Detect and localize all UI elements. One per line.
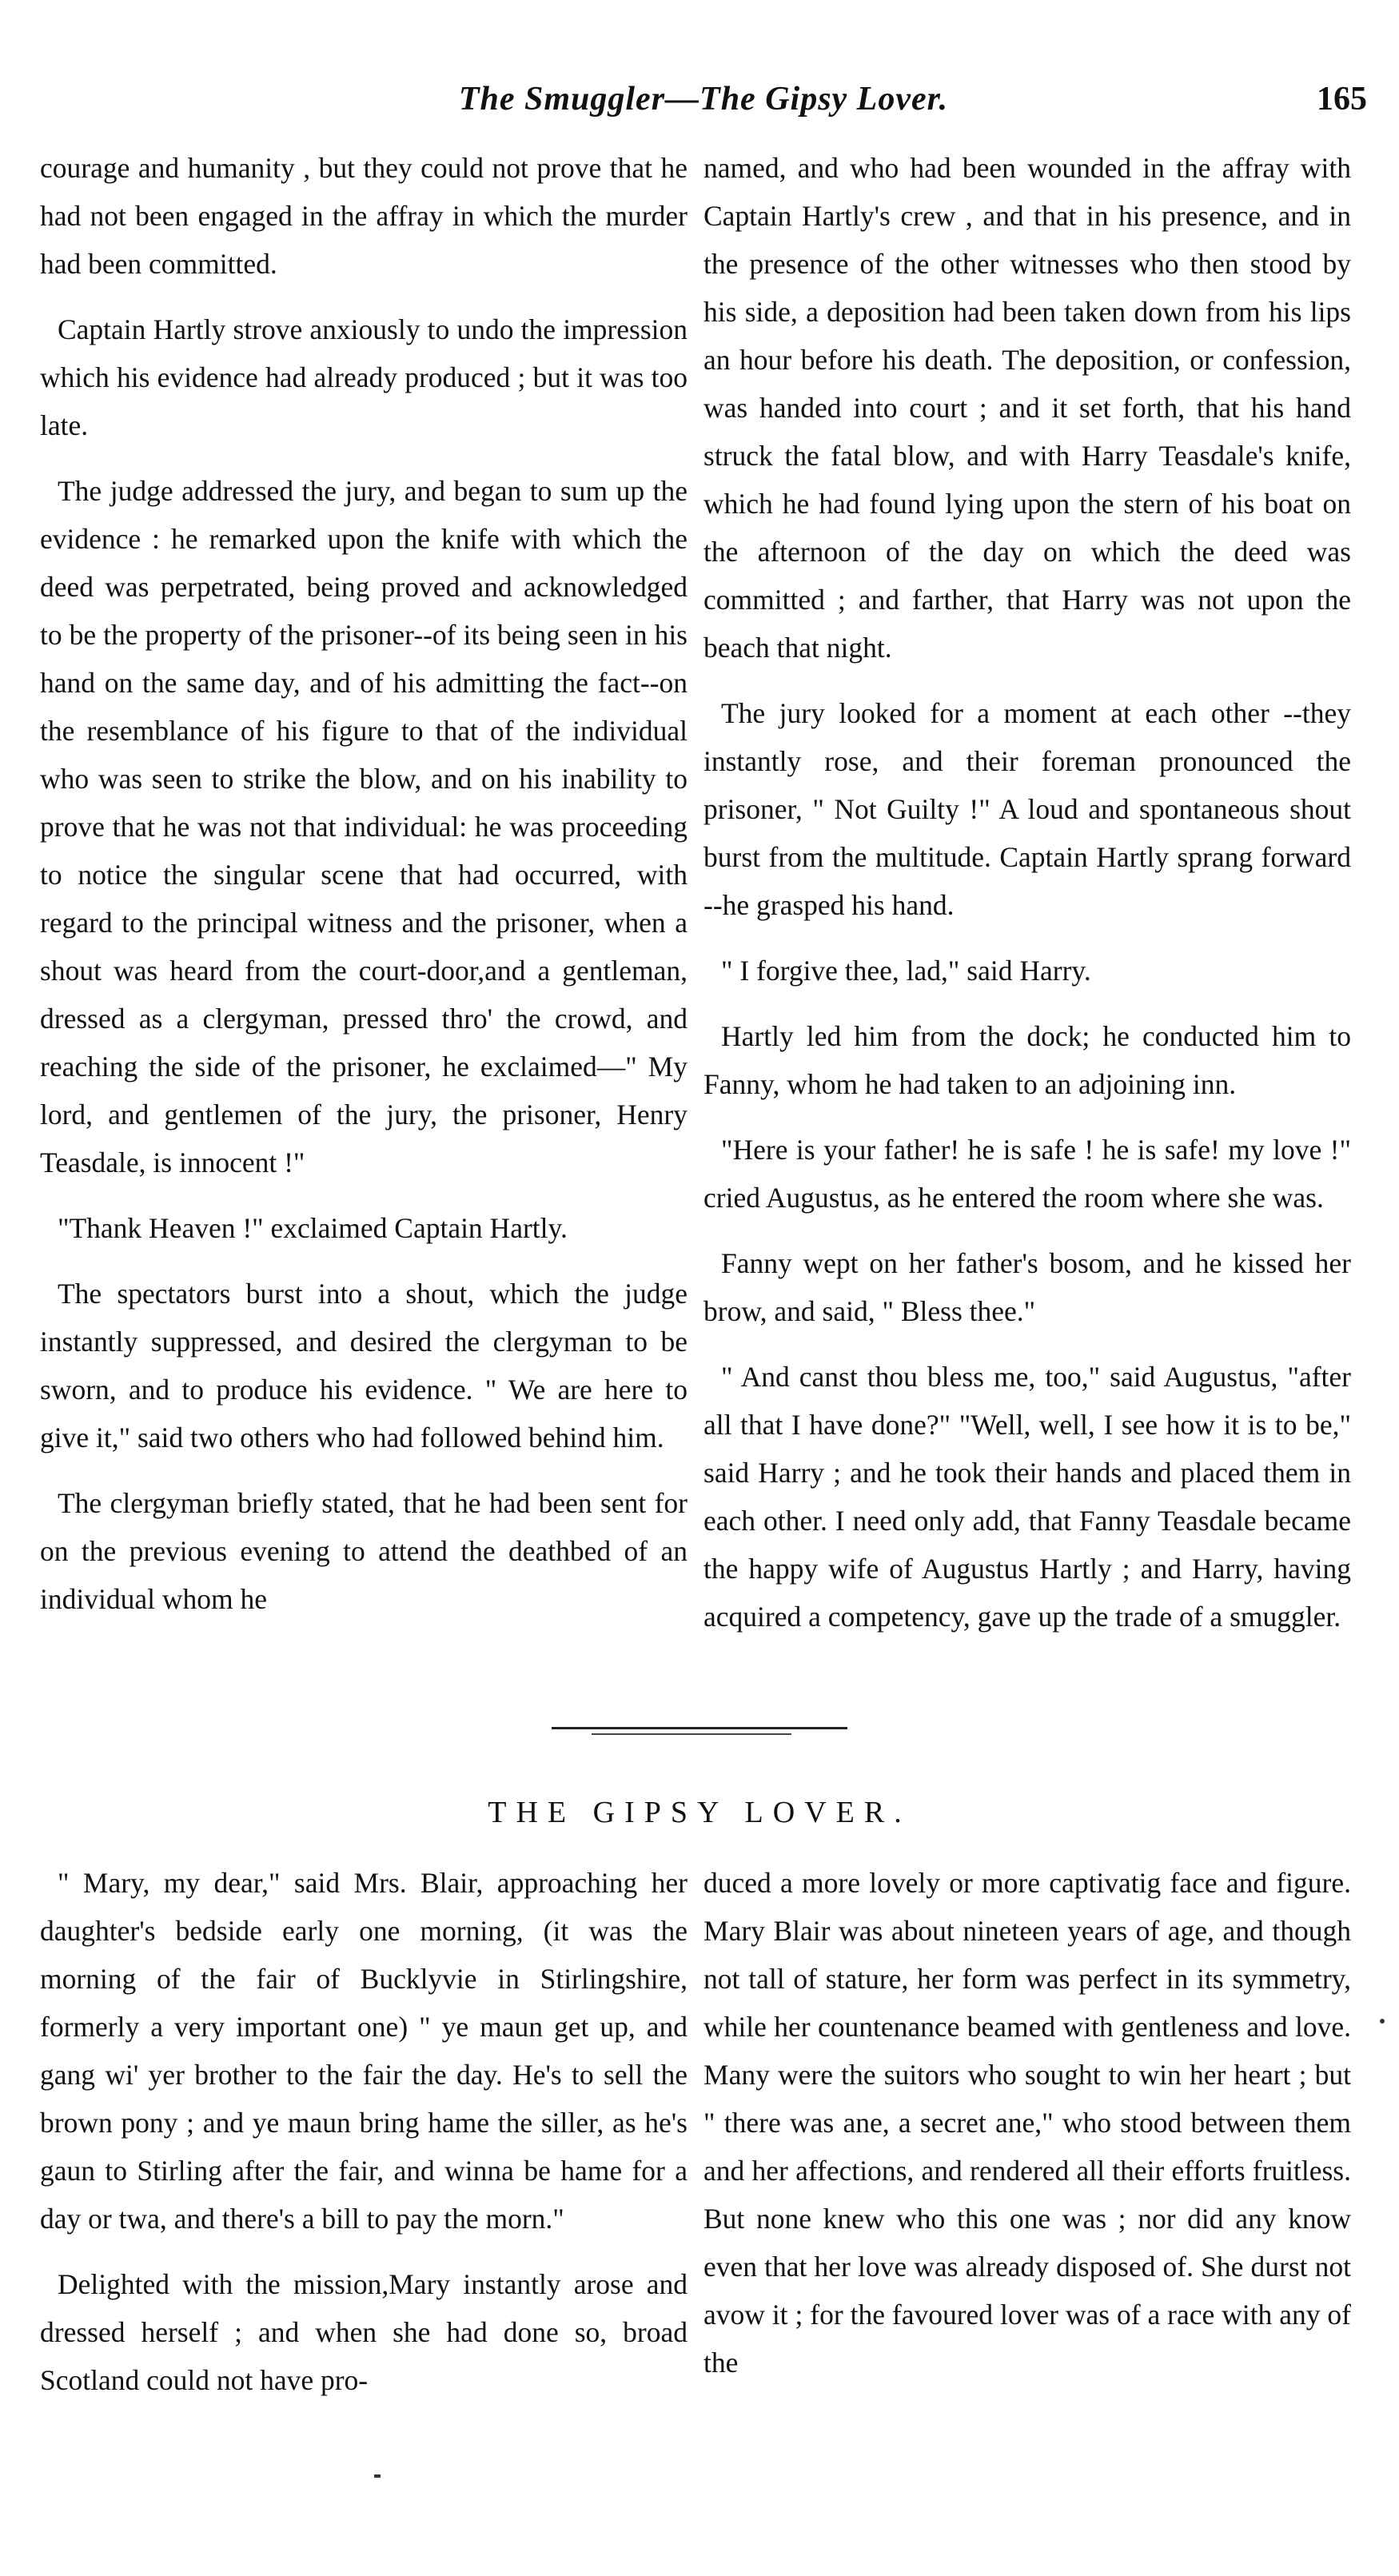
section-divider-secondary <box>592 1733 791 1735</box>
paragraph: Hartly led him from the dock; he conducted him to Fanny, whom he had taken to an adjoining inn. <box>703 1020 1351 1100</box>
paragraph: "Thank Heaven !" exclaimed Captain Hartly. <box>58 1212 568 1244</box>
paragraph: Captain Hartly strove anxiously to undo the impression which his evidence had already produced ; but it was too late. <box>40 313 688 441</box>
gipsy-left-column <box>40 1859 688 2422</box>
story-title: THE GIPSY LOVER. <box>488 1796 911 1829</box>
paragraph: "Here is your father! he is safe ! he is safe! my love !" cried Augustus, as he entered the room where she was. <box>703 1134 1351 1214</box>
paragraph: The jury looked for a moment at each other --they instantly rose, and their foreman pronounced the prisoner, " Not Guilty !" A loud and spontaneous shout burst from the multitude. Captain Hartly sprang forward --he grasped his hand. <box>703 697 1351 921</box>
paragraph: duced a more lovely or more captivatig face and figure. Mary Blair was about nineteen years of age, and though not tall of stature, her form was perfect in its symmetry, while her countenance beamed with gentleness and love. Many were the suitors who sought to win her heart ; but " there was ane, a secret ane," who stood between them and her affections, and rendered all their efforts fruitless. But none knew who this one was ; nor did any know even that her love was already disposed of. She durst not avow it ; for the favoured lover was of a race with any of the <box>703 1867 1351 2379</box>
paragraph: courage and humanity , but they could not prove that he had not been engaged in the affray in which the murder had been committed. <box>40 152 688 280</box>
paragraph: The spectators burst into a shout, which the judge instantly suppressed, and desired the clergyman to be sworn, and to produce his evidence. " We are here to give it," said two others who had followed behind him. <box>40 1278 688 1453</box>
smuggler-left-column <box>40 144 688 1641</box>
paragraph: " Mary, my dear," said Mrs. Blair, approaching her daughter's bedside early one morning, (it was the morning of the fair of Bucklyvie in Stirlingshire, formerly a very important one) " ye maun get up, and gang wi' yer brother to the fair the day. He's to sell the brown pony ; and ye maun bring hame the siller, as he's gaun to Stirling after the fair, and winna be hame for a day or twa, and there's a bill to pay the morn." <box>40 1867 688 2235</box>
running-title: The Smuggler—The Gipsy Lover. <box>458 81 949 118</box>
ink-mark <box>374 2474 381 2478</box>
smuggler-right-column <box>703 144 1351 1658</box>
page-number: 165 <box>1317 81 1367 118</box>
ink-dot <box>1380 2019 1385 2024</box>
gipsy-right-column <box>703 1859 1351 2404</box>
paragraph: named, and who had been wounded in the affray with Captain Hartly's crew , and that in his presence, and in the presence of the other witnesses who then stood by his side, a deposition had been taken down from his lips an hour before his death. The deposition, or confession, was handed into court ; and it set forth, that his hand struck the fatal blow, and with Harry Teasdale's knife, which he had found lying upon the stern of his boat on the afternoon of the day on which the deed was committed ; and farther, that Harry was not upon the beach that night. <box>703 152 1351 664</box>
section-divider <box>552 1727 847 1729</box>
paragraph: " I forgive thee, lad," said Harry. <box>721 955 1091 987</box>
paragraph: " And canst thou bless me, too," said Augustus, "after all that I have done?" "Well, well, I see how it is to be," said Harry ; and he took their hands and placed them in each other. I need only add, that Fanny Teasdale became the happy wife of Augustus Hartly ; and Harry, having acquired a competency, gave up the trade of a smuggler. <box>703 1361 1351 1633</box>
paragraph: The judge addressed the jury, and began to sum up the evidence : he remarked upon the knife with which the deed was perpetrated, being proved and acknowledged to be the property of the prisoner--of its being seen in his hand on the same day, and of his admitting the fact--on the resemblance of his figure to that of the individual who was seen to strike the blow, and on his inability to prove that he was not that individual: he was proceeding to notice the singular scene that had occurred, with regard to the principal witness and the prisoner, when a shout was heard from the court-door,and a gentleman, dressed as a clergyman, pressed thro' the crowd, and reaching the side of the prisoner, he exclaimed—" My lord, and gentlemen of the jury, the prisoner, Henry Teasdale, is innocent !" <box>40 475 688 1178</box>
paragraph: The clergyman briefly stated, that he had been sent for on the previous evening to attend the deathbed of an individual whom he <box>40 1487 688 1615</box>
paragraph: Fanny wept on her father's bosom, and he kissed her brow, and said, " Bless thee." <box>703 1247 1351 1327</box>
running-head <box>0 80 1399 128</box>
paragraph: Delighted with the mission,Mary instantly arose and dressed herself ; and when she had done so, broad Scotland could not have pro- <box>40 2268 688 2396</box>
